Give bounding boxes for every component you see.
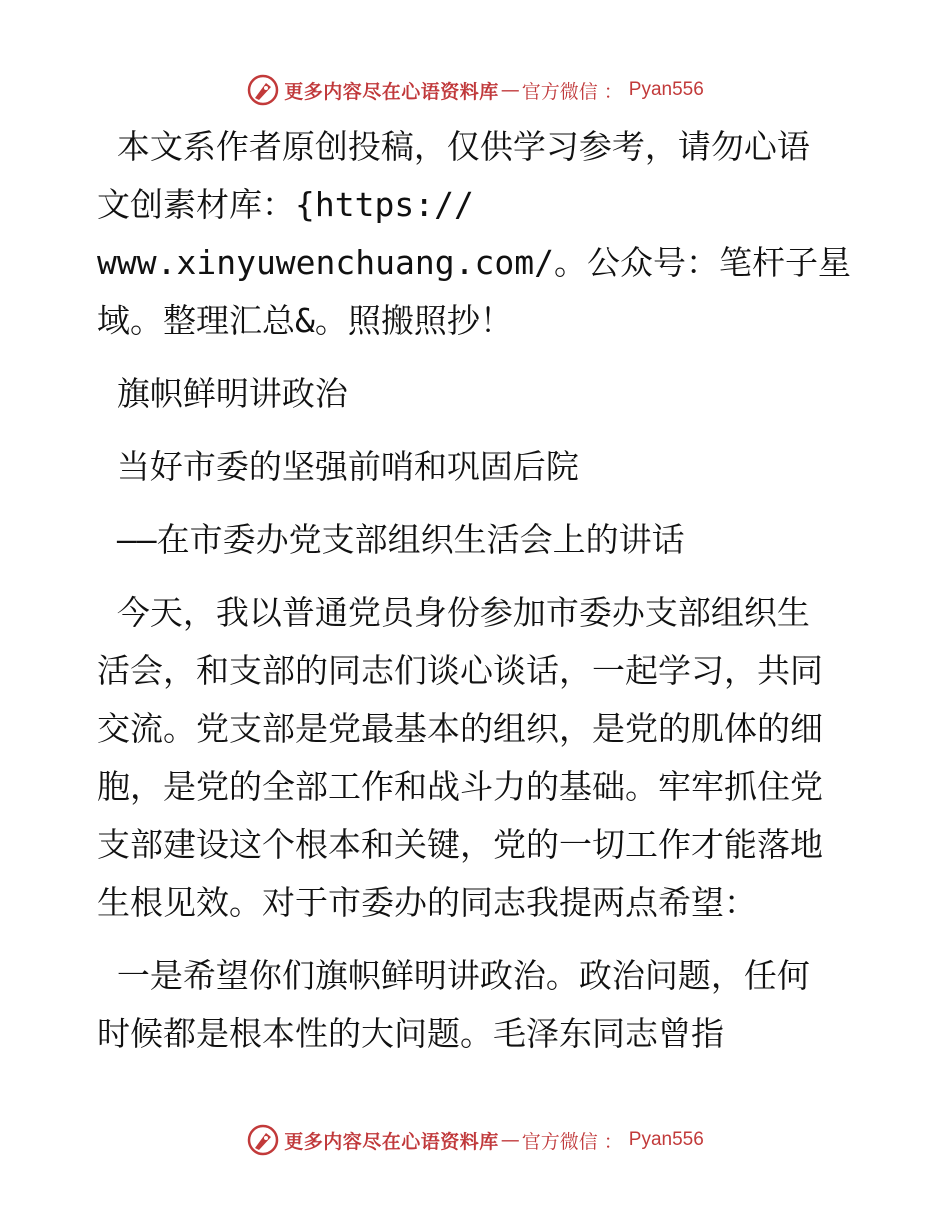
footer-watermark-banner (0, 1120, 950, 1160)
banner-main-text: 更多内容尽在心语资料库 (284, 1130, 499, 1153)
document-title: 旗帜鲜明讲政治 (97, 374, 348, 413)
banner-official-label: 官方微信 (521, 1130, 598, 1153)
banner-official-label: 官方微信 (521, 80, 598, 103)
body-paragraph-intro: 今天，我以普通党员身份参加市委办支部组织生 活会，和支部的同志们谈心谈话，一起学习，共同 交流。党支部是党最基本的组织，是党的肌体的细 胞，是党的全部工作和战斗力的基础。牢牢抓住党 支部建设这个根本和关键，党的一切工作才能落地 生根见效。对于市委办的同志我提两点希望： (97, 593, 823, 922)
pen-nib-logo-icon (246, 1123, 280, 1157)
banner-dash: — (500, 1129, 520, 1151)
banner-wechat-handle: Pyan556 (628, 1129, 704, 1150)
pen-nib-logo-icon (246, 73, 280, 107)
banner-wechat-handle: Pyan556 (628, 79, 704, 100)
banner-main-text: 更多内容尽在心语资料库 (284, 80, 499, 103)
banner-separator: ： (603, 1130, 623, 1153)
document-occasion: ——在市委办党支部组织生活会上的讲话 (97, 520, 685, 559)
document-body (97, 118, 857, 1063)
banner-separator: ： (603, 80, 623, 103)
banner-dash: — (500, 79, 520, 101)
notice-paragraph: 本文系作者原创投稿，仅供学习参考，请勿心语 文创素材库：{https:// www.xinyuwenchuang.com/。公众号：笔杆子星 域。整理汇总&。照搬照抄！ (97, 127, 851, 340)
body-paragraph-first-point: 一是希望你们旗帜鲜明讲政治。政治问题，任何 时候都是根本性的大问题。毛泽东同志曾指 (97, 956, 810, 1053)
document-subtitle: 当好市委的坚强前哨和巩固后院 (97, 447, 579, 486)
header-watermark-banner (0, 70, 950, 110)
